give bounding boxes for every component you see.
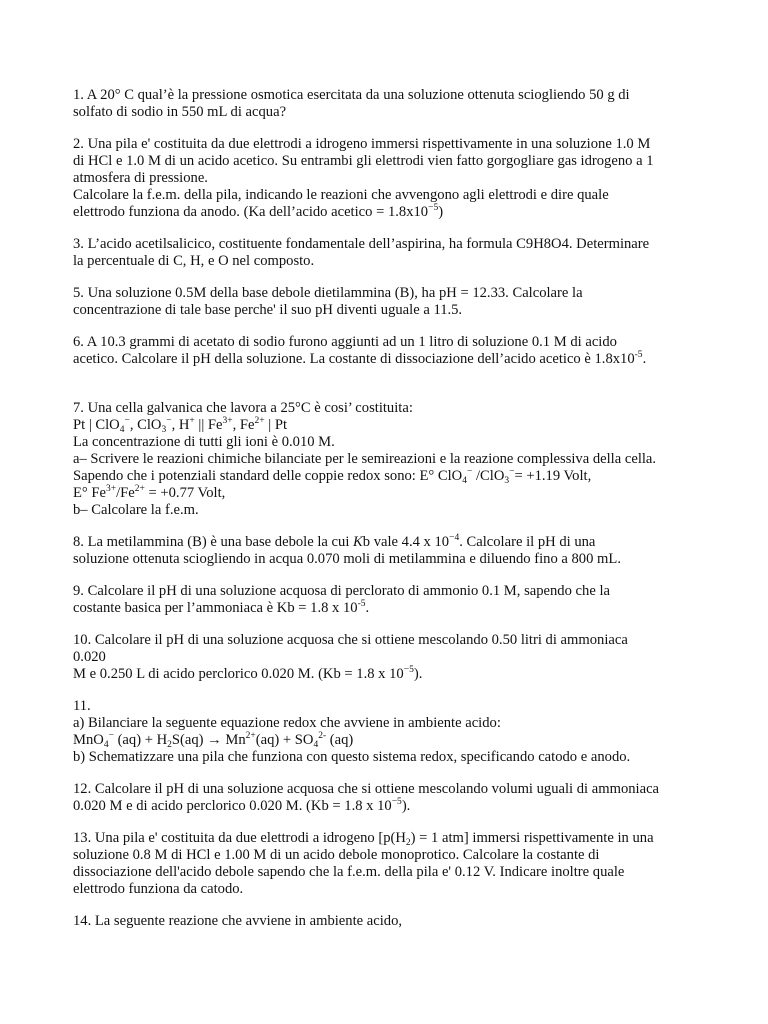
text-run: ).	[413, 666, 423, 682]
text-line	[73, 253, 723, 270]
subscript: 2	[405, 838, 411, 848]
text-line	[73, 417, 723, 434]
superscript: 2+	[254, 416, 265, 426]
text-line	[73, 468, 723, 485]
text-line	[73, 285, 723, 302]
text-run: 1. A 20° C qual’è la pressione osmotica esercitata da una soluzione ottenuta sciogliendo 50 g di	[73, 87, 630, 103]
text-line	[73, 847, 723, 864]
text-run: a– Scrivere le reazioni chimiche bilanciate per le semireazioni e la reazione complessiva della cella.	[73, 451, 657, 467]
text-run: = +1.19 Volt,	[514, 468, 592, 484]
text-run: 0.020	[73, 649, 106, 665]
text-run: di HCl e 1.0 M di un acido acetico. Su entrambi gli elettrodi vien fatto gorgogliare gas idrogeno a 1	[73, 153, 654, 169]
subscript: 4	[313, 740, 319, 750]
text-run: la percentuale di C, H, e O nel composto.	[73, 253, 315, 269]
text-run: concentrazione di tale base perche' il suo pH diventi uguale a 11.5.	[73, 302, 463, 318]
text-line	[73, 666, 723, 683]
text-line	[73, 502, 723, 519]
text-run: | Pt	[264, 417, 287, 433]
text-run: 6. A 10.3 grammi di acetato di sodio furono aggiunti ad un 1 litro di soluzione 0.1 M di acido	[73, 334, 617, 350]
superscript: 2+	[134, 484, 145, 494]
text-line	[73, 153, 723, 170]
text-run: K	[353, 534, 363, 550]
subscript: 4	[103, 740, 109, 750]
text-run: 9. Calcolare il pH di una soluzione acquosa di perclorato di ammonio 0.1 M, sapendo che la	[73, 583, 610, 599]
superscript: -5	[634, 350, 643, 360]
text-run: /ClO	[472, 468, 505, 484]
text-line	[73, 187, 723, 204]
subscript: 4	[119, 425, 125, 435]
text-line	[73, 600, 723, 617]
text-line	[73, 632, 723, 649]
text-run: S(aq) → Mn	[171, 732, 246, 748]
text-line	[73, 781, 723, 798]
subscript: 3	[504, 476, 510, 486]
exercise-p2	[73, 136, 723, 221]
text-run: soluzione 0.8 M di HCl e 1.00 M di un acido debole monoprotico. Calcolare la costante di	[73, 847, 600, 863]
text-line	[73, 749, 723, 766]
text-line	[73, 649, 723, 666]
text-run: solfato di sodio in 550 mL di acqua?	[73, 104, 287, 120]
text-run: Sapendo che i potenziali standard delle coppie redox sono: E° ClO	[73, 468, 463, 484]
text-run: Calcolare la f.e.m. della pila, indicando le reazioni che avvengono agli elettrodi e dire quale	[73, 187, 609, 203]
text-line	[73, 830, 723, 847]
text-line	[73, 204, 723, 221]
text-line	[73, 87, 723, 104]
exercise-p3	[73, 236, 723, 270]
text-line	[73, 136, 723, 153]
text-line	[73, 913, 723, 930]
superscript: 2-	[318, 731, 327, 741]
text-run: elettrodo funziona da catodo.	[73, 881, 244, 897]
text-line	[73, 451, 723, 468]
text-line	[73, 334, 723, 351]
exercise-p6	[73, 334, 723, 368]
text-run: || Fe	[194, 417, 223, 433]
text-run: , Fe	[232, 417, 255, 433]
exercise-p7	[73, 400, 723, 519]
text-run: , ClO	[129, 417, 162, 433]
text-line	[73, 551, 723, 568]
exercise-p1	[73, 87, 723, 121]
text-run: dissociazione dell'acido debole sapendo che la f.e.m. della pila e' 0.12 V. Indicare inoltre quale	[73, 864, 625, 880]
text-line	[73, 400, 723, 417]
text-run: 8. La metilammina (B) è una base debole la cui	[73, 534, 354, 550]
superscript: −	[166, 416, 172, 426]
exercise-p5	[73, 285, 723, 319]
subscript: 2	[167, 740, 172, 750]
text-line	[73, 732, 723, 749]
text-run: .	[642, 351, 647, 367]
exercise-p11	[73, 698, 723, 766]
superscript: −5	[403, 665, 414, 675]
subscript: 3	[161, 425, 167, 435]
text-run: ).	[401, 798, 411, 814]
text-line	[73, 864, 723, 881]
text-run: . Calcolare il pH di una	[459, 534, 596, 550]
text-line	[73, 236, 723, 253]
text-run: M e 0.250 L di acido perclorico 0.020 M. (Kb = 1.8 x 10	[73, 666, 404, 682]
text-run: MnO	[73, 732, 104, 748]
text-line	[73, 485, 723, 502]
superscript: +	[189, 416, 195, 426]
exercise-p10	[73, 632, 723, 683]
text-run: /Fe	[116, 485, 135, 501]
text-run: (aq)	[326, 732, 354, 748]
text-run: 10. Calcolare il pH di una soluzione acquosa che si ottiene mescolando 0.50 litri di ammoniaca	[73, 632, 628, 648]
text-run: )	[438, 204, 444, 220]
text-run: 0.020 M e di acido perclorico 0.020 M. (Kb = 1.8 x 10	[73, 798, 392, 814]
text-run: 12. Calcolare il pH di una soluzione acquosa che si ottiene mescolando volumi uguali di ammoniaca	[73, 781, 660, 797]
superscript: -5	[357, 599, 366, 609]
exercise-list	[73, 87, 723, 945]
exercise-p14	[73, 913, 723, 930]
superscript: −	[108, 731, 114, 741]
text-line	[73, 434, 723, 451]
text-run: (aq) + SO	[255, 732, 314, 748]
text-line	[73, 534, 723, 551]
text-line	[73, 104, 723, 121]
text-run: costante basica per l’ammoniaca è Kb = 1.8 x 10	[73, 600, 358, 616]
text-run: La concentrazione di tutti gli ioni è 0.010 M.	[73, 434, 335, 450]
text-line	[73, 881, 723, 898]
text-run: acetico. Calcolare il pH della soluzione. La costante di dissociazione dell’acido acetico è 1.8x10	[73, 351, 635, 367]
superscript: 2+	[245, 731, 256, 741]
superscript: 3+	[106, 484, 117, 494]
superscript: −5	[391, 797, 402, 807]
subscript: 4	[462, 476, 467, 486]
text-run: b) Schematizzare una pila che funziona con questo sistema redox, specificando catodo e anodo.	[73, 749, 631, 765]
text-run: E° Fe	[73, 485, 106, 501]
exercise-p13	[73, 830, 723, 898]
text-run: b– Calcolare la f.e.m.	[73, 502, 199, 518]
text-run: (aq) + H	[113, 732, 168, 748]
text-line	[73, 170, 723, 187]
superscript: −4	[449, 533, 460, 543]
superscript: −	[509, 467, 515, 477]
exercise-p12	[73, 781, 723, 815]
text-run: 14. La seguente reazione che avviene in ambiente acido,	[73, 913, 403, 929]
text-run: 13. Una pila e' costituita da due elettrodi a idrogeno [p(H	[73, 830, 406, 846]
text-run: .	[365, 600, 370, 616]
text-run: b vale 4.4 x 10	[362, 534, 450, 550]
superscript: 3+	[222, 416, 233, 426]
exercise-p8	[73, 534, 723, 568]
text-run: soluzione ottenuta sciogliendo in acqua 0.070 moli di metilammina e diluendo fino a 800 mL.	[73, 551, 621, 567]
text-run: 2. Una pila e' costituita da due elettrodi a idrogeno immersi rispettivamente in una soluzione 1.0 M	[73, 136, 651, 152]
text-line	[73, 351, 723, 368]
text-run: Pt | ClO	[73, 417, 120, 433]
exercise-p9	[73, 583, 723, 617]
text-run: , H	[171, 417, 190, 433]
text-run: elettrodo funziona da anodo. (Ka dell’acido acetico = 1.8x10	[73, 204, 429, 220]
text-run: 3. L’acido acetilsalicico, costituente fondamentale dell’aspirina, ha formula C9H8O4. Determinare	[73, 236, 650, 252]
text-line	[73, 798, 723, 815]
text-run: 11.	[73, 698, 91, 714]
superscript: −	[124, 416, 130, 426]
text-run: a) Bilanciare la seguente equazione redox che avviene in ambiente acido:	[73, 715, 501, 731]
text-line	[73, 698, 723, 715]
text-run: 7. Una cella galvanica che lavora a 25°C è cosi’ costituita:	[73, 400, 413, 416]
text-run: = +0.77 Volt,	[144, 485, 226, 501]
text-line	[73, 715, 723, 732]
text-run: ) = 1 atm] immersi rispettivamente in una	[410, 830, 654, 846]
superscript: −5	[428, 203, 439, 213]
text-run: 5. Una soluzione 0.5M della base debole dietilammina (B), ha pH = 12.33. Calcolare la	[73, 285, 583, 301]
text-line	[73, 302, 723, 319]
superscript: −	[466, 467, 473, 477]
text-run: atmosfera di pressione.	[73, 170, 208, 186]
text-line	[73, 583, 723, 600]
